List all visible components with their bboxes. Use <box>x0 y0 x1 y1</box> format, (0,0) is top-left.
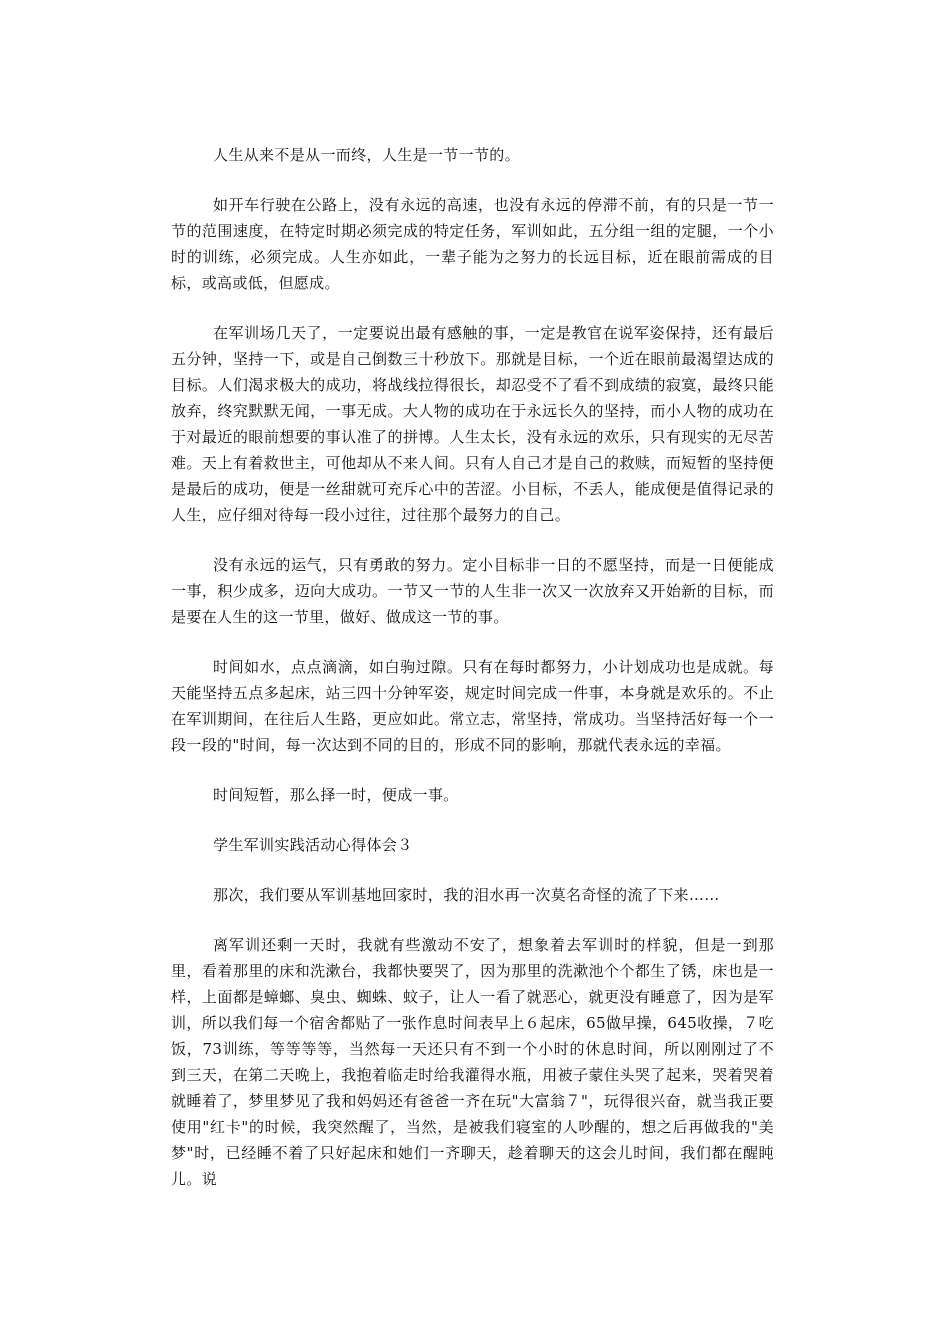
paragraph-going-home: 那次，我们要从军训基地回家时，我的泪水再一次莫名奇怪的流了下来…… <box>213 886 720 904</box>
paragraph-time-short: 时间短暂，那么择一时，便成一事。 <box>213 786 459 804</box>
paragraph-driving-metaphor: 如开车行驶在公路上，没有永远的高速，也没有永远的停滞不前，有的只是一节一节的范围速度，在特定时期必须完成的特定任务，军训如此，五分组一组的定腿，一个小时的训练，必须完成。人生亦如此，一辈子能为之努力的长远目标，近在眼前需成的目标，或高或低，但愿成。 <box>171 196 774 292</box>
paragraph-intro: 人生从来不是从一而终，人生是一节一节的。 <box>213 146 521 164</box>
document-page <box>171 142 774 1216</box>
paragraph-before-training: 离军训还剩一天时，我就有些激动不安了，想象着去军训时的样貌，但是一到那里，看着那里的床和洗漱台，我都快要哭了，因为那里的洗漱池个个都生了锈，床也是一样，上面都是蟑螂、臭虫、蜘蛛、蚊子，让人一看了就恶心，就更没有睡意了，因为是军训，所以我们每一个宿舍都贴了一张作息时间表早上６起床，65做早操，645收操，７吃饭，73训练，等等等等，当然每一天还只有不到一个小时的休息时间，所以刚刚过了不到三天，在第二天晚上，我抱着临走时给我灌得水瓶，用被子蒙住头哭了起来，哭着哭着就睡着了，梦里梦见了我和妈妈还有爸爸一齐在玩"大富翁７"，玩得很兴奋，就当我正要使用"红卡"的时候，我突然醒了，当然，是被我们寝室的人吵醒的，想之后再做我的"美梦"时，已经睡不着了只好起床和她们一齐聊天，趁着聊天的这会儿时间，我们都在醒盹儿。说 <box>171 936 774 1188</box>
section-heading: 学生军训实践活动心得体会３ <box>213 836 413 854</box>
paragraph-training-field: 在军训场几天了，一定要说出最有感触的事，一定是教官在说军姿保持，还有最后五分钟，坚持一下，或是自己倒数三十秒放下。那就是目标，一个近在眼前最渴望达成的目标。人们渴求极大的成功，将战线拉得很长，却忍受不了看不到成绩的寂寞，最终只能放弃，终究默默无闻，一事无成。大人物的成功在于永远长久的坚持，而小人物的成功在于对最近的眼前想要的事认准了的拼博。人生太长，没有永远的欢乐，只有现实的无尽苦难。天上有着救世主，可他却从不来人间。只有人自己才是自己的救赎，而短暂的坚持便是最后的成功，便是一丝甜就可充斥心中的苦涩。小目标，不丢人，能成便是值得记录的人生，应仔细对待每一段小过往，过往那个最努力的自己。 <box>171 324 774 524</box>
paragraph-time-like-water: 时间如水，点点滴滴，如白驹过隙。只有在每时都努力，小计划成功也是成就。每天能坚持五点多起床，站三四十分钟军姿，规定时间完成一件事，本身就是欢乐的。不止在军训期间，在往后人生路，更应如此。常立志，常坚持，常成功。当坚持活好每一个一段一段的"时间，每一次达到不同的目的，形成不同的影响，那就代表永远的幸福。 <box>171 658 774 754</box>
paragraph-no-eternal-luck: 没有永远的运气，只有勇敢的努力。定小目标非一日的不愿坚持，而是一日便能成一事，积少成多，迈向大成功。一节又一节的人生非一次又一次放弃又开始新的目标，而是要在人生的这一节里，做好、做成这一节的事。 <box>171 556 774 626</box>
